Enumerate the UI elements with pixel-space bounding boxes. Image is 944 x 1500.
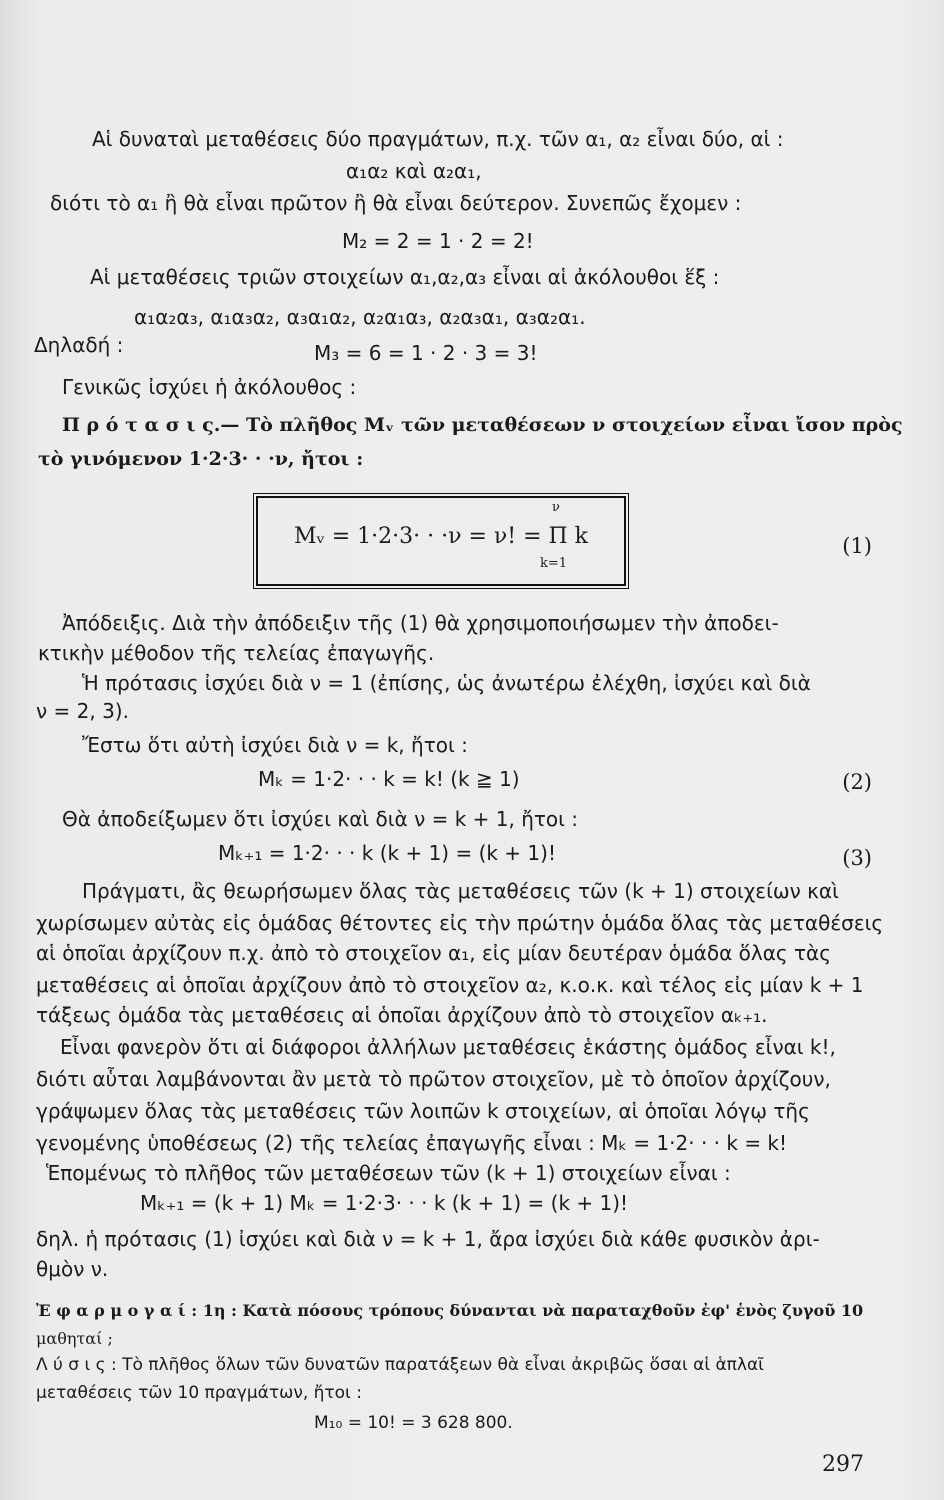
formula-line: α₁α₂α₃, α₁α₃α₂, α₃α₁α₂, α₂α₁α₃, α₂α₃α₁, α₃α₂α₁.	[134, 305, 586, 329]
text-line: χωρίσωμεν αὐτὰς εἰς ὁμάδας θέτοντες εἰς τὴν πρώτην ὁμάδα ὅλας τὰς μεταθέσεις	[36, 911, 884, 935]
formula-1: Mᵥ = 1·2·3· · ·ν = ν! = Π k	[293, 524, 589, 549]
text-line: δηλ. ἡ πρότασις (1) ἰσχύει καὶ διὰ ν = k + 1, ἄρα ἰσχύει διὰ κάθε φυσικὸν ἀρι-	[36, 1227, 820, 1251]
text-line: Αἱ δυναταὶ μεταθέσεις δύο πραγμάτων, π.χ. τῶν α₁, α₂ εἶναι δύο, αἱ :	[92, 127, 784, 151]
text-line: Εἶναι φανερὸν ὅτι αἱ διάφοροι ἀλλήλων μεταθέσεις ἑκάστης ὁμάδος εἶναι k!,	[60, 1035, 836, 1059]
text-line: τάξεως ὁμάδα τὰς μεταθέσεις αἱ ὁποῖαι ἀρχίζουν ἀπὸ τὸ στοιχεῖον αₖ₊₁.	[36, 1003, 768, 1027]
text-line: θμὸν ν.	[36, 1257, 109, 1281]
application-text: μαθηταί ;	[36, 1329, 113, 1348]
proposition-text: Π ρ ό τ α σ ι ς.— Τὸ πλῆθος Mᵥ τῶν μεταθέσεων ν στοιχείων εἶναι ἴσον πρὸς	[62, 414, 903, 436]
text-line: Αἱ μεταθέσεις τριῶν στοιχείων α₁,α₂,α₃ εἶναι αἱ ἀκόλουθοι ἕξ :	[90, 265, 720, 289]
equation-label: (2)	[842, 770, 872, 794]
formula-line: M₁₀ = 10! = 3 628 800.	[314, 1413, 513, 1433]
formula-line: Mₖ = 1·2· · · k = k! (k ≧ 1)	[258, 767, 520, 791]
equation-label: (1)	[842, 534, 872, 558]
text-line: κτικὴν μέθοδον τῆς τελείας ἐπαγωγῆς.	[38, 641, 435, 665]
text-line: α₁α₂ καὶ α₂α₁,	[346, 159, 482, 183]
text-line: αἱ ὁποῖαι ἀρχίζουν π.χ. ἀπὸ τὸ στοιχεῖον α₁, εἰς μίαν δευτέραν ὁμάδα ὅλας τὰς	[36, 941, 831, 965]
page-number: 297	[822, 1452, 864, 1477]
formula-line: Mₖ₊₁ = 1·2· · · k (k + 1) = (k + 1)!	[218, 841, 556, 865]
product-upper-limit: ν	[552, 500, 560, 515]
text-line: Γενικῶς ἰσχύει ἡ ἀκόλουθος :	[62, 375, 357, 399]
solution-text: μεταθέσεις τῶν 10 πραγμάτων, ἤτοι :	[36, 1383, 362, 1403]
text-line: διότι αὗται λαμβάνονται ἂν μετὰ τὸ πρῶτον στοιχεῖον, μὲ τὸ ὁποῖον ἀρχίζουν,	[36, 1067, 831, 1091]
text-line: Ἡ πρότασις ἰσχύει διὰ ν = 1 (ἐπίσης, ὡς ἀνωτέρω ἐλέχθη, ἰσχύει καὶ διὰ	[82, 671, 811, 695]
application-text: Ἐ φ α ρ μ ο γ α ί : 1η : Κατὰ πόσους τρόπους δύνανται νὰ παραταχθοῦν ἐφ' ἑνὸς ζυγοῦ 10	[36, 1301, 864, 1320]
formula-line: M₂ = 2 = 1 · 2 = 2!	[342, 229, 534, 253]
text-line: γράψωμεν ὅλας τὰς μεταθέσεις τῶν λοιπῶν k στοιχείων, αἱ ὁποῖαι λόγῳ τῆς	[36, 1099, 810, 1123]
text-line: ν = 2, 3).	[36, 699, 129, 723]
equation-label: (3)	[842, 846, 872, 870]
boxed-formula	[256, 496, 626, 586]
text-line: Ἑπομένως τὸ πλῆθος τῶν μεταθέσεων τῶν (k + 1) στοιχείων εἶναι :	[46, 1161, 731, 1185]
text-line: Δηλαδή :	[34, 333, 124, 357]
text-line: γενομένης ὑποθέσεως (2) τῆς τελείας ἐπαγωγῆς εἶναι : Mₖ = 1·2· · · k = k!	[36, 1131, 788, 1155]
product-lower-limit: k=1	[540, 556, 568, 571]
text-line: Ἀπόδειξις. Διὰ τὴν ἀπόδειξιν τῆς (1) θὰ χρησιμοποιήσωμεν τὴν ἀποδει-	[62, 611, 779, 635]
formula-line: Mₖ₊₁ = (k + 1) Mₖ = 1·2·3· · · k (k + 1) = (k + 1)!	[140, 1191, 629, 1215]
formula-line: M₃ = 6 = 1 · 2 · 3 = 3!	[314, 341, 538, 365]
text-line: διότι τὸ α₁ ἢ θὰ εἶναι πρῶτον ἢ θὰ εἶναι δεύτερον. Συνεπῶς ἔχομεν :	[50, 191, 742, 215]
proposition-text: τὸ γινόμενον 1·2·3· · ·ν, ἤτοι :	[38, 448, 364, 470]
text-line: Θὰ ἀποδείξωμεν ὅτι ἰσχύει καὶ διὰ ν = k + 1, ἤτοι :	[62, 807, 579, 831]
solution-text: Λ ύ σ ι ς : Τὸ πλῆθος ὅλων τῶν δυνατῶν παρατάξεων θὰ εἶναι ἀκριβῶς ὅσαι αἱ ἁπλαῖ	[36, 1355, 764, 1375]
text-line: Ἔστω ὅτι αὐτὴ ἰσχύει διὰ ν = k, ἤτοι :	[82, 733, 468, 757]
text-line: Πράγματι, ἂς θεωρήσωμεν ὅλας τὰς μεταθέσεις τῶν (k + 1) στοιχείων καὶ	[82, 879, 839, 903]
text-line: μεταθέσεις αἱ ὁποῖαι ἀρχίζουν ἀπὸ τὸ στοιχεῖον α₂, κ.ο.κ. καὶ τέλος εἰς μίαν k + 1	[36, 973, 864, 997]
